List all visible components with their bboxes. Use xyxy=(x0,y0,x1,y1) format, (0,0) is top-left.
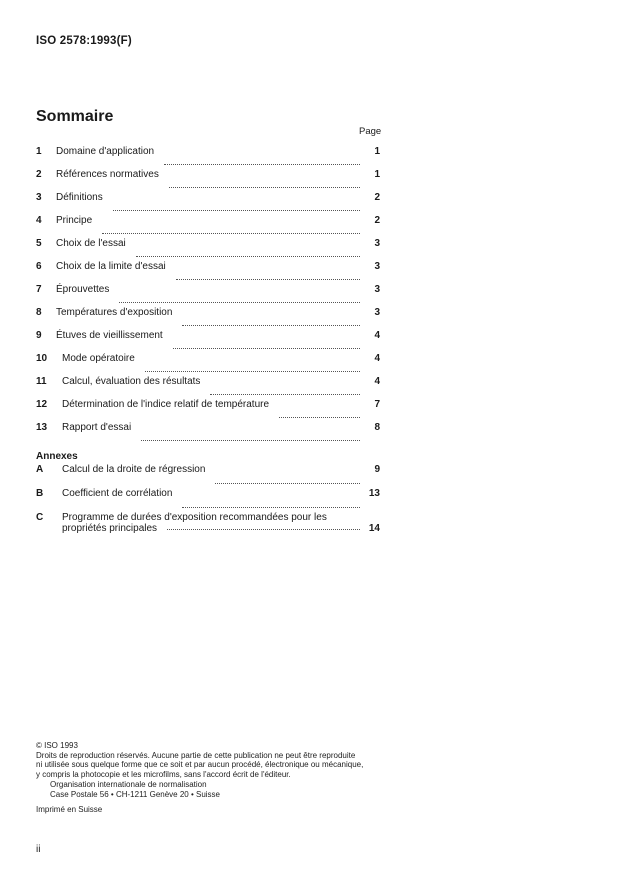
toc-entry[interactable] xyxy=(36,261,380,284)
toc-entry-label: Mode opératoire xyxy=(62,353,135,364)
toc-entry[interactable] xyxy=(36,307,380,330)
rights-text-line: y compris la photocopie et les microfilms, sans l'accord écrit de l'éditeur. xyxy=(36,769,291,779)
toc-entry-label: Éprouvettes xyxy=(56,284,110,295)
annex-entry[interactable] xyxy=(36,512,380,534)
toc-entry-page: 8 xyxy=(374,422,380,433)
table-of-contents xyxy=(36,146,380,534)
dot-leader xyxy=(279,417,360,418)
toc-entry[interactable] xyxy=(36,353,380,376)
toc-entry-page: 4 xyxy=(374,330,380,341)
toc-entry-number: 13 xyxy=(36,422,48,433)
toc-entry-page: 3 xyxy=(374,238,380,249)
organization-address: Case Postale 56 • CH-1211 Genève 20 • Suisse xyxy=(50,789,220,799)
annex-letter: B xyxy=(36,488,44,499)
annex-letter: A xyxy=(36,464,44,475)
dot-leader xyxy=(182,507,360,508)
toc-entry-label: Choix de l'essai xyxy=(56,238,126,249)
dot-leader xyxy=(119,302,360,303)
toc-entry-page: 3 xyxy=(374,284,380,295)
toc-entry-label: Définitions xyxy=(56,192,103,203)
printed-in: Imprimé en Suisse xyxy=(36,805,103,814)
toc-entry-label: Choix de la limite d'essai xyxy=(56,261,166,272)
toc-entry-label: Calcul, évaluation des résultats xyxy=(62,376,201,387)
dot-leader xyxy=(145,371,360,372)
toc-entry-label: Étuves de vieillissement xyxy=(56,330,163,341)
dot-leader xyxy=(182,325,360,326)
annex-page: 14 xyxy=(368,523,380,534)
annex-label-line2: propriétés principales xyxy=(62,523,158,534)
toc-entry[interactable] xyxy=(36,192,380,215)
page-number: ii xyxy=(36,844,41,855)
toc-entry-label: Températures d'exposition xyxy=(56,307,173,318)
toc-entry[interactable] xyxy=(36,330,380,353)
toc-entry-page: 1 xyxy=(374,146,380,157)
toc-entry-number: 2 xyxy=(36,169,42,180)
page-column-label: Page xyxy=(359,126,382,137)
toc-entry-label: Domaine d'application xyxy=(56,146,155,157)
dot-leader xyxy=(136,256,360,257)
dot-leader xyxy=(167,529,360,530)
toc-entry-number: 7 xyxy=(36,284,42,295)
toc-entry-number: 9 xyxy=(36,330,42,341)
rights-text-line: ni utilisée sous quelque forme que ce soit et par aucun procédé, électronique ou mécanique, xyxy=(36,760,364,769)
toc-entry-page: 2 xyxy=(374,192,380,203)
toc-entry[interactable] xyxy=(36,215,380,238)
toc-entry-label: Références normatives xyxy=(56,169,159,180)
annex-page: 9 xyxy=(374,464,380,475)
toc-entry-number: 5 xyxy=(36,238,42,249)
annex-entry[interactable] xyxy=(36,464,380,488)
toc-entry-number: 10 xyxy=(36,353,48,364)
toc-entry-number: 3 xyxy=(36,192,42,203)
toc-entry[interactable] xyxy=(36,399,380,422)
toc-entry-page: 3 xyxy=(374,261,380,272)
dot-leader xyxy=(176,279,360,280)
rights-text-line: Droits de reproduction réservés. Aucune partie de cette publication ne peut être reproduite xyxy=(36,750,356,760)
toc-entry-number: 4 xyxy=(36,215,42,226)
toc-entry-number: 8 xyxy=(36,307,42,318)
toc-entry[interactable] xyxy=(36,146,380,169)
dot-leader xyxy=(102,233,360,234)
dot-leader xyxy=(215,483,360,484)
page-title: Sommaire xyxy=(36,108,114,125)
toc-entry-label: Détermination de l'indice relatif de température xyxy=(62,399,270,410)
toc-entry-page: 1 xyxy=(374,169,380,180)
toc-entry-page: 2 xyxy=(374,215,380,226)
dot-leader xyxy=(141,440,360,441)
dot-leader xyxy=(113,210,360,211)
toc-entry[interactable] xyxy=(36,376,380,399)
toc-entry-page: 7 xyxy=(374,399,380,410)
copyright-notice xyxy=(36,741,382,815)
dot-leader xyxy=(164,164,360,165)
annex-label: Coefficient de corrélation xyxy=(62,488,173,499)
toc-entry-number: 12 xyxy=(36,399,48,410)
annexes-heading: Annexes xyxy=(36,451,78,462)
toc-entry-number: 11 xyxy=(36,376,47,387)
annex-page: 13 xyxy=(368,488,380,499)
toc-entry-label: Rapport d'essai xyxy=(62,422,132,433)
toc-entry[interactable] xyxy=(36,238,380,261)
dot-leader xyxy=(210,394,360,395)
toc-entry-label: Principe xyxy=(56,215,93,226)
toc-entry-number: 6 xyxy=(36,261,42,272)
dot-leader xyxy=(173,348,360,349)
annex-entry[interactable] xyxy=(36,488,380,512)
annex-letter: C xyxy=(36,512,44,523)
toc-entry-page: 4 xyxy=(374,376,380,387)
toc-entry-number: 1 xyxy=(36,146,42,157)
annex-label: Calcul de la droite de régression xyxy=(62,464,206,475)
dot-leader xyxy=(169,187,360,188)
toc-entry-page: 3 xyxy=(374,307,380,318)
toc-entry-page: 4 xyxy=(374,353,380,364)
toc-entry[interactable] xyxy=(36,284,380,307)
toc-entry[interactable] xyxy=(36,169,380,192)
document-header: ISO 2578:1993(F) xyxy=(36,35,132,47)
organization-name: Organisation internationale de normalisation xyxy=(50,780,207,789)
annex-label-line1: Programme de durées d'exposition recommandées pour les xyxy=(62,512,327,523)
copyright-line: © ISO 1993 xyxy=(36,741,78,750)
